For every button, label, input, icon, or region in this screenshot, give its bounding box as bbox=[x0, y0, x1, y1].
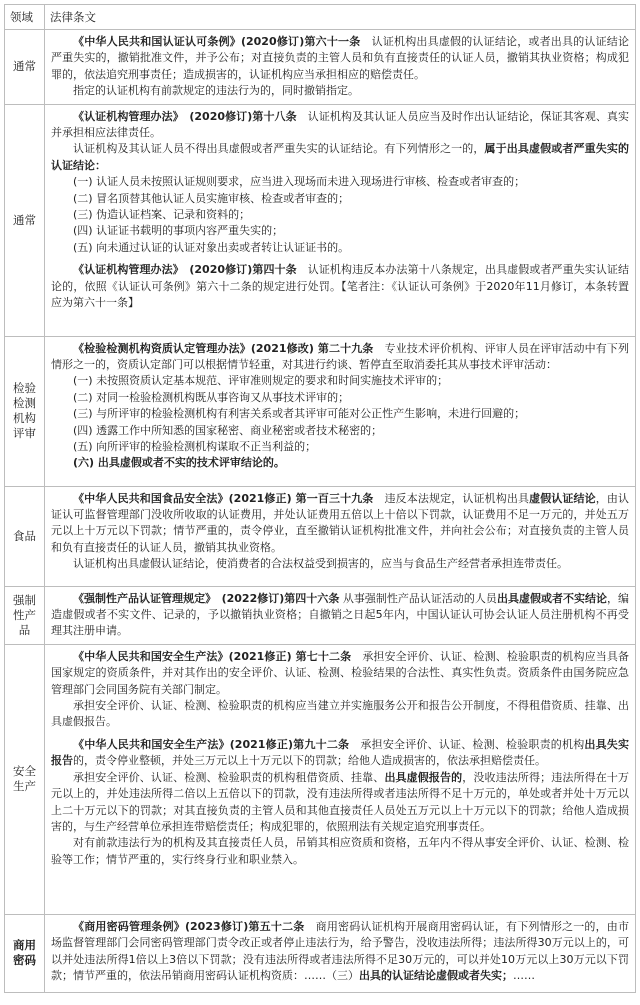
law-text: 承担安全评价、认证、检测、检验职责的机构应当具备国家规定的资质条件，并对其作出的安全评价、认证、检测、检验结果的合法性、真实性负责。资质条件由国务院应急管理部门会同国务院有关部门制定。 bbox=[51, 649, 630, 696]
law-citation: 《中华人民共和国安全生产法》(2021修正)第九十二条 bbox=[73, 737, 350, 751]
row-content bbox=[45, 30, 636, 105]
law-text: 承担安全评价、认证、检测、检验职责的机构应当建立并实施服务公开和报告公开制度，不得租借资质、挂靠、出具虚假报告。 bbox=[51, 699, 629, 729]
table-header-row bbox=[5, 5, 636, 30]
table-row bbox=[5, 914, 636, 992]
law-text: 的，责令停业整顿，并处三万元以上十万元以下的罚款；给他人造成损害的，依法承担赔偿责任。 bbox=[73, 754, 546, 768]
law-text: 认证机构出具虚假认证结论，使消费者的合法权益受到损害的，应当与食品生产经营者承担连带责任。 bbox=[73, 557, 568, 571]
header-law-text: 法律条文 bbox=[45, 5, 636, 30]
row-domain: 通常 bbox=[5, 104, 45, 336]
law-emphasis: (六) 出具虚假或者不实的技术评审结论的。 bbox=[73, 456, 285, 470]
law-emphasis: 虚假认证结论 bbox=[529, 491, 596, 505]
law-text: 商用密码认证机构开展商用密码认证，有下列情形之一的，由市场监督管理部门会同密码管理部门责令改正或者停止违法行为，给予警告，没收违法所得；违法所得30万元以上的，可以并处违法所得1倍以上3倍以下罚款；没有违法所得或者违法所得不足30万元的，可以并处10万元以上30万元以下罚款；情节严重的，依法吊销商用密码认证机构资质：……（三） bbox=[51, 919, 630, 983]
paragraph bbox=[51, 262, 629, 311]
law-text: 违反本法规定，认证机构出具 bbox=[373, 491, 530, 505]
list-item: (四) 透露工作中所知悉的国家秘密、商业秘密或者技术秘密的； bbox=[73, 423, 383, 437]
row-content bbox=[45, 486, 636, 586]
law-text: 对有前款违法行为的机构及其直接责任人员，吊销其相应资质和资格，五年内不得从事安全评价、认证、检测、检验等工作；情节严重的，实行终身行业和职业禁入。 bbox=[51, 836, 629, 866]
list-item: (四) 认证证书载明的事项内容严重失实的； bbox=[73, 224, 284, 238]
paragraph bbox=[51, 649, 629, 698]
law-citation: 《检验检测机构资质认定管理办法》(2021修改) 第二十九条 bbox=[73, 341, 374, 355]
law-text: 专业技术评价机构、评审人员在评审活动中有下列情形之一的，资质认定部门可以根据情节轻重，对其进行约谈、暂停直至取消委托其从事技术评审活动： bbox=[51, 341, 630, 372]
law-citation: 《强制性产品认证管理规定》 (2022修订)第四十六条 bbox=[73, 591, 340, 605]
table-row bbox=[5, 30, 636, 105]
list-item: (二) 冒名顶替其他认证人员实施审核、检查或者审查的； bbox=[73, 191, 350, 205]
law-emphasis: 出具虚假报告的 bbox=[384, 770, 463, 784]
paragraph bbox=[51, 698, 629, 731]
row-domain: 安全生产 bbox=[5, 644, 45, 914]
paragraph bbox=[51, 770, 629, 836]
law-citation: 《中华人民共和国认证认可条例》(2020修订)第六十一条 bbox=[73, 35, 361, 48]
list-item: (五) 向未通过认证的认证对象出卖或者转让认证证书的。 bbox=[73, 240, 350, 254]
table-row bbox=[5, 586, 636, 644]
law-text: 从事强制性产品认证活动的人员 bbox=[339, 591, 497, 605]
row-domain: 强制性产品 bbox=[5, 586, 45, 644]
law-citation: 《中华人民共和国食品安全法》(2021修正) 第一百三十九条 bbox=[73, 491, 374, 505]
paragraph bbox=[51, 556, 629, 572]
paragraph bbox=[51, 491, 629, 557]
row-content bbox=[45, 914, 636, 992]
row-domain: 商用密码 bbox=[5, 914, 45, 992]
law-text: 指定的认证机构有前款规定的违法行为的，同时撤销指定。 bbox=[73, 84, 359, 98]
law-table bbox=[4, 4, 636, 993]
list-item: (一) 未按照资质认定基本规范、评审准则规定的要求和时间实施技术评审的； bbox=[73, 374, 449, 388]
law-emphasis: 出具虚假或者不实结论 bbox=[496, 591, 608, 605]
law-text: …… bbox=[513, 969, 535, 983]
law-text: ，没收违法所得；违法所得在十万元以上的，并处违法所得二倍以上五倍以下的罚款，没有违法所得或者违法所得不足十万元的，单处或者并处十万元以上二十万元以下的罚款；对其直接负责的主管人员和其他直接责任人员处五万元以上十万元以下的罚款；给他人造成损害的，与生产经营单位承担连带赔偿责任；构成犯罪的，依照刑法有关规定追究刑事责任。 bbox=[51, 770, 630, 833]
list-item: (五) 向所评审的检验检测机构谋取不正当利益的； bbox=[73, 440, 317, 454]
paragraph bbox=[51, 141, 629, 174]
row-domain: 检验检测机构评审 bbox=[5, 336, 45, 486]
law-text: ，由认证认可监督管理部门没收所收取的认证费用，并处认证费用五倍以上十倍以下罚款，认证费用不足一万元的，并处五万元以上十万元以下罚款；情节严重的，责令停业，直至撤销认证机构批准文件，并向社会公布；对直接负责的主管人员和负有直接责任的认证人员，撤销其执业资格。 bbox=[51, 491, 630, 554]
law-citation: 《商用密码管理条例》(2023修订)第五十二条 bbox=[73, 919, 305, 933]
law-citation: 《认证机构管理办法》 (2020修订)第十八条 bbox=[73, 109, 297, 123]
table-row bbox=[5, 486, 636, 586]
list-item: (一) 认证人员未按照认证规则要求，应当进入现场而未进入现场进行审核、检查或者审查的； bbox=[73, 175, 526, 189]
law-emphasis: 属于出具虚假或者严重失实的认证结论： bbox=[51, 142, 630, 172]
paragraph bbox=[51, 737, 629, 770]
list-item: (二) 对同一检验检测机构既从事咨询又从事技术评审的； bbox=[73, 390, 350, 404]
paragraph bbox=[51, 109, 629, 142]
law-citation: 《认证机构管理办法》 (2020修订)第四十条 bbox=[73, 263, 297, 277]
row-domain: 通常 bbox=[5, 30, 45, 105]
list-item: (三) 伪造认证档案、记录和资料的； bbox=[73, 208, 251, 222]
row-content bbox=[45, 586, 636, 644]
law-emphasis: 出具失实报告 bbox=[51, 737, 630, 768]
law-text: 认证机构违反本办法第十八条规定，出具虚假或者严重失实认证结论的，依照《认证认可条例》第六十二条的规定进行处罚。【笔者注：《认证认可条例》于2020年11月修订，本条转置应为第六十一条】 bbox=[51, 263, 629, 310]
law-citation: 《中华人民共和国安全生产法》(2021修正) 第七十二条 bbox=[73, 649, 352, 663]
row-content bbox=[45, 644, 636, 914]
header-domain: 领域 bbox=[5, 5, 45, 30]
table-row bbox=[5, 644, 636, 914]
law-text: 认证机构及其认证人员应当及时作出认证结论，保证其客观、真实并承担相应法律责任。 bbox=[51, 109, 629, 140]
list-item: (三) 与所评审的检验检测机构有利害关系或者其评审可能对公正性产生影响，未进行回避的； bbox=[73, 407, 526, 421]
law-text: 认证机构及其认证人员不得出具虚假或者严重失实的认证结论。有下列情形之一的， bbox=[73, 142, 485, 156]
table-row bbox=[5, 104, 636, 336]
paragraph bbox=[51, 835, 629, 868]
table-row bbox=[5, 336, 636, 486]
paragraph bbox=[51, 341, 629, 374]
law-text: ，编造虚假或者不实文件、记录的，予以撤销执业资格；自撤销之日起5年内，中国认证认可协会认证人员注册机构不再受理其注册申请。 bbox=[51, 591, 630, 638]
list-item bbox=[51, 455, 629, 471]
paragraph bbox=[51, 83, 629, 99]
paragraph bbox=[51, 591, 629, 640]
law-text: 承担安全评价、认证、检测、检验职责的机构 bbox=[349, 737, 585, 751]
paragraph bbox=[51, 919, 629, 985]
row-content bbox=[45, 336, 636, 486]
law-text: 认证机构出具虚假的认证结论，或者出具的认证结论严重失实的，撤销批准文件，并予公布；对直接负责的主管人员和负有直接责任的认证人员，撤销其执业资格；构成犯罪的，依法追究刑事责任；造成损害的，认证机构应当承担相应的赔偿责任。 bbox=[51, 35, 630, 81]
row-content bbox=[45, 104, 636, 336]
row-domain: 食品 bbox=[5, 486, 45, 586]
law-emphasis: 出具的认证结论虚假或者失实； bbox=[359, 969, 513, 983]
law-text: 承担安全评价、认证、检测、检验职责的机构租借资质、挂靠、 bbox=[73, 770, 385, 784]
paragraph bbox=[51, 34, 629, 83]
